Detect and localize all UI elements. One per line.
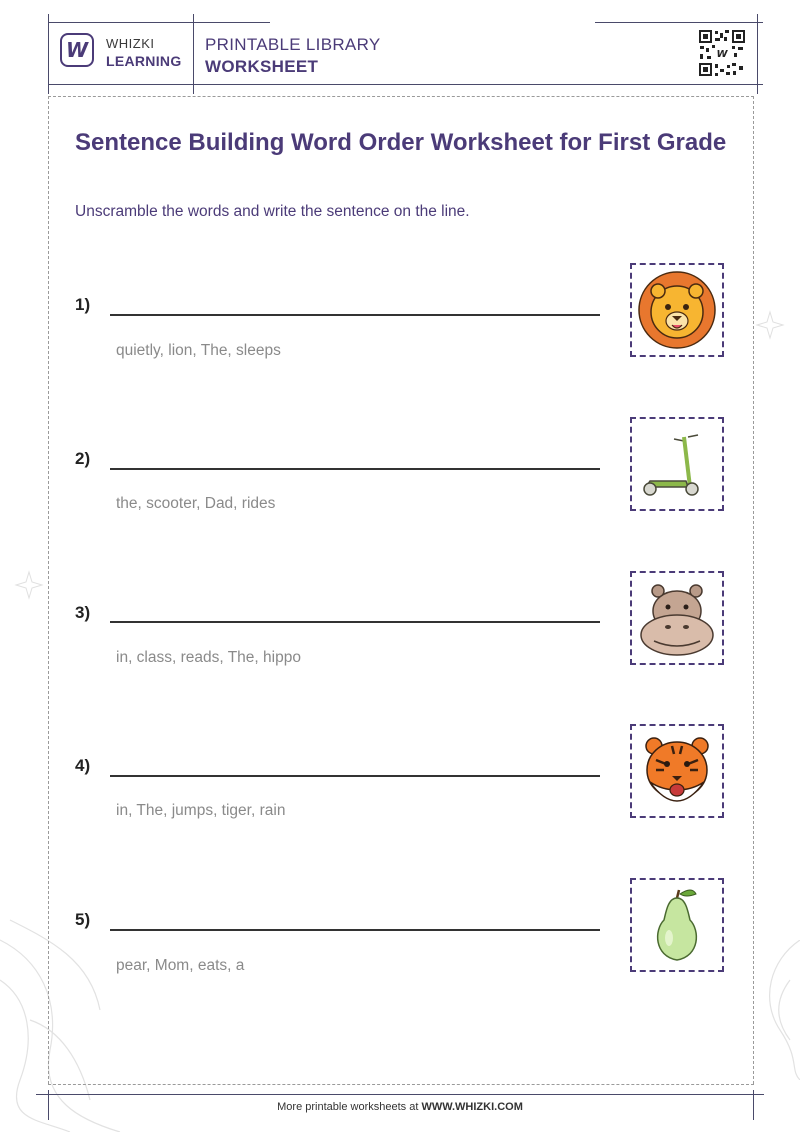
question-number: 5)	[75, 910, 91, 929]
frame-bottom	[48, 1084, 754, 1085]
answer-line[interactable]	[110, 621, 600, 623]
question-number: 1)	[75, 295, 91, 314]
picture-box	[630, 878, 724, 972]
header-divider	[193, 14, 194, 94]
header-rule-bottom	[48, 84, 763, 85]
decorative-sketch-bottom-right	[730, 940, 800, 1080]
brand-subtitle: LEARNING	[106, 53, 182, 69]
decorative-sketch-bottom-left	[0, 900, 140, 1132]
whizki-logo-icon: W	[60, 33, 94, 67]
scooter-icon	[636, 423, 718, 505]
header-rule-top-left	[48, 22, 270, 23]
library-label: PRINTABLE LIBRARY	[205, 35, 381, 54]
worksheet-title: Sentence Building Word Order Worksheet for First Grade	[75, 129, 727, 156]
scrambled-words: in, The, jumps, tiger, rain	[116, 802, 286, 819]
header-rule-right	[757, 14, 758, 94]
scrambled-words: the, scooter, Dad, rides	[116, 495, 276, 512]
hippo-face-icon	[636, 577, 718, 659]
worksheet-label: WORKSHEET	[205, 57, 319, 76]
answer-line[interactable]	[110, 468, 600, 470]
decorative-star-left	[14, 570, 44, 600]
svg-text:W: W	[716, 49, 728, 60]
frame-left	[48, 96, 49, 1084]
footer-prefix: More printable worksheets at	[277, 1101, 422, 1113]
footer-rule	[36, 1094, 764, 1095]
question-number: 3)	[75, 603, 91, 622]
question-number: 4)	[75, 756, 91, 775]
footer-site-link[interactable]: WWW.WHIZKI.COM	[421, 1101, 523, 1113]
picture-box	[630, 263, 724, 357]
picture-box	[630, 571, 724, 665]
decorative-star-right	[755, 310, 785, 340]
worksheet-instructions: Unscramble the words and write the sentence on the line.	[75, 203, 470, 220]
answer-line[interactable]	[110, 775, 600, 777]
footer-text	[0, 1101, 800, 1113]
answer-line[interactable]	[110, 314, 600, 316]
picture-box	[630, 724, 724, 818]
lion-face-icon	[636, 269, 718, 351]
question-number: 2)	[75, 449, 91, 468]
scrambled-words: pear, Mom, eats, a	[116, 957, 245, 974]
header-rule-top-right	[595, 22, 763, 23]
frame-right	[753, 96, 754, 1084]
frame-top	[48, 96, 754, 97]
scrambled-words: in, class, reads, The, hippo	[116, 649, 301, 666]
header-rule-left	[48, 14, 49, 94]
scrambled-words: quietly, lion, The, sleeps	[116, 342, 281, 359]
qr-code-icon	[698, 29, 746, 77]
pear-icon	[636, 884, 718, 966]
picture-box	[630, 417, 724, 511]
answer-line[interactable]	[110, 929, 600, 931]
brand-name: WHIZKI	[106, 36, 155, 51]
tiger-face-icon	[636, 730, 718, 812]
